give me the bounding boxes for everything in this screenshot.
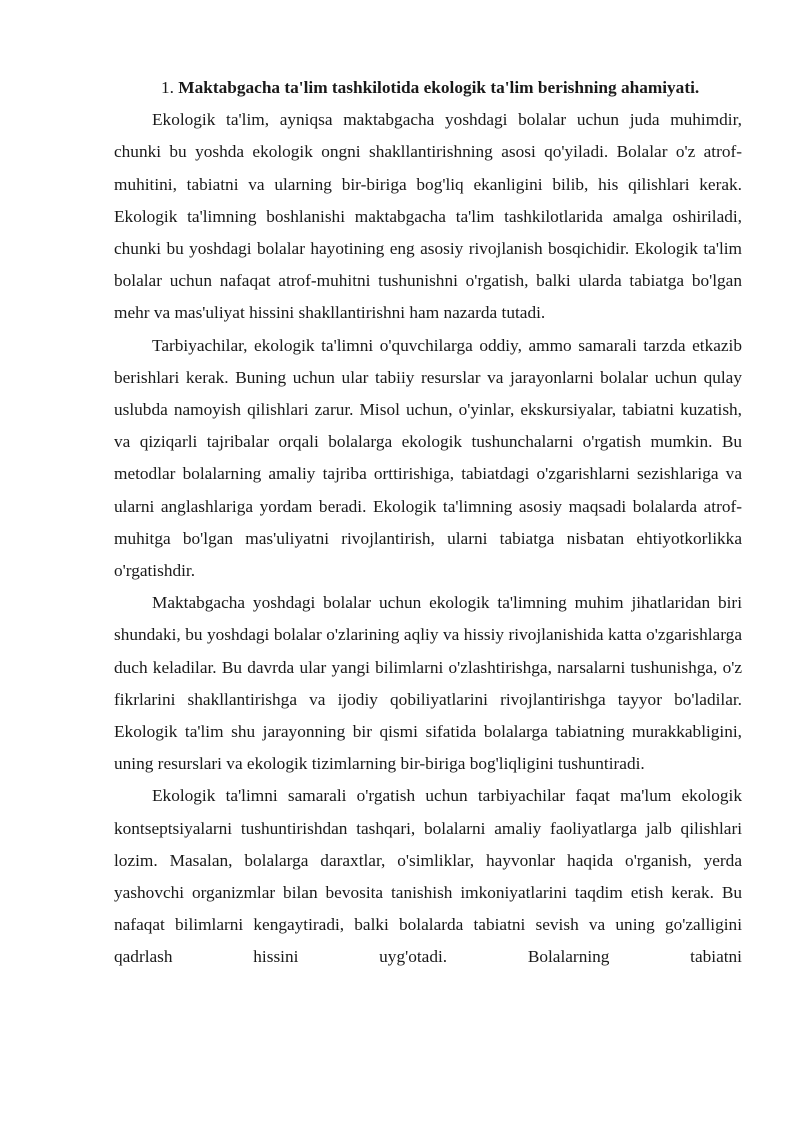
section-title: Maktabgacha ta'lim tashkilotida ekologik ta'lim berishning ahamiyati. — [178, 78, 700, 97]
paragraph-1: Ekologik ta'lim, ayniqsa maktabgacha yoshdagi bolalar uchun juda muhimdir, chunki bu yoshda ekologik ongni shakllantirishning asosi qo'yiladi. Bolalar o'z atrof-muhitini, tabiatni va ularning bir-biriga bog'liq ekanligini bilib, his qilishlari kerak. Ekologik ta'limning boshlanishi maktabgacha ta'lim tashkilotlarida amalga oshiriladi, chunki bu yoshdagi bolalar hayotining eng asosiy rivojlanish bosqichidir. Ekologik ta'lim bolalar uchun nafaqat atrof-muhitni tushunishni o'rgatish, balki ularda tabiatga bo'lgan mehr va mas'uliyat hissini shakllantirishni ham nazarda tutadi. — [114, 110, 742, 323]
section-heading — [114, 72, 742, 104]
paragraph-2: Tarbiyachilar, ekologik ta'limni o'quvchilarga oddiy, ammo samarali tarzda etkazib berishlari kerak. Buning uchun ular tabiiy resurslar va jarayonlarni bolalar uchun qulay uslubda namoyish qilishlari zarur. Misol uchun, o'yinlar, ekskursiyalar, tabiatni kuzatish, va qiziqarli tajribalar orqali bolalarga ekologik tushunchalarni o'rgatish mumkin. Bu metodlar bolalarning amaliy tajriba orttirishiga, tabiatdagi o'zgarishlarni sezishlariga va ularni anglashlariga yordam beradi. Ekologik ta'limning asosiy maqsadi bolalarda atrof-muhitga bo'lgan mas'uliyatni rivojlantirish, ularni tabiatga nisbatan ehtiyotkorlikka o'rgatishdir. — [114, 335, 742, 581]
paragraph-4: Ekologik ta'limni samarali o'rgatish uchun tarbiyachilar faqat ma'lum ekologik kontseptsiyalarni tushuntirishdan tashqari, bolalarni amaliy faoliyatlarga jalb qilishlari lozim. Masalan, bolalarga daraxtlar, o'simliklar, hayvonlar haqida o'rganish, yerda yashovchi organizmlar bilan bevosita tanishish imkoniyatlarini taqdim etish kerak. Bu nafaqat bilimlarni kengaytiradi, balki bolalarda tabiatni sevish va uning go'zalligini qadrlash hissini uyg'otadi. Bolalarning tabiatni — [114, 786, 742, 967]
document-page — [114, 72, 742, 974]
paragraph-3: Maktabgacha yoshdagi bolalar uchun ekologik ta'limning muhim jihatlaridan biri shundaki, bu yoshdagi bolalar o'zlarining aqliy va hissiy rivojlanishida katta o'zgarishlarga duch keladilar. Bu davrda ular yangi bilimlarni o'zlashtirishga, narsalarni tushunishga, o'z fikrlarini shakllantirishga va ijodiy qobiliyatlarini rivojlantirishga tayyor bo'ladilar. Ekologik ta'lim shu jarayonning bir qismi sifatida bolalarga tabiatning murakkabligini, uning resurslari va ekologik tizimlarning bir-biriga bog'liqligini tushuntiradi. — [114, 593, 742, 774]
section-number: 1. — [161, 78, 174, 97]
